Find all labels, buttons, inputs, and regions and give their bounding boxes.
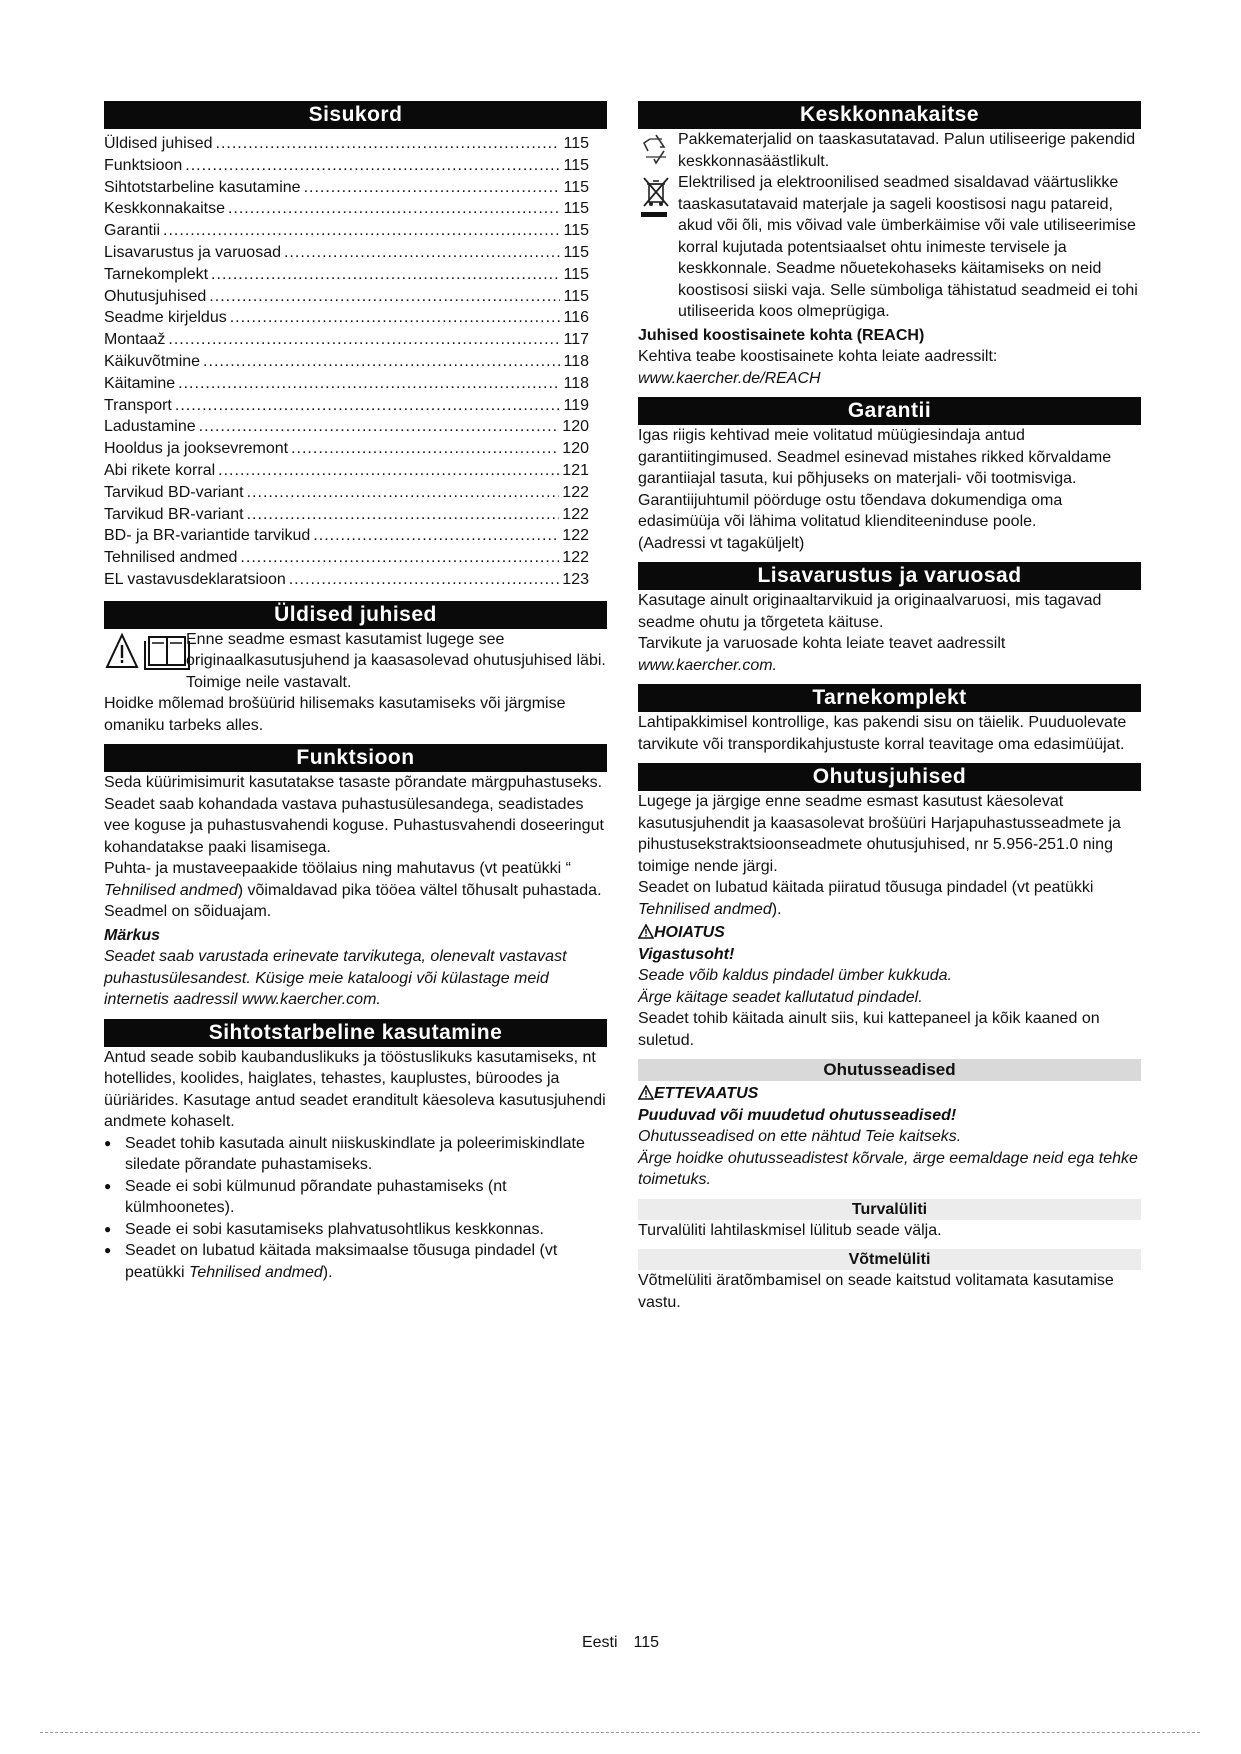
toc-item-title: BD- ja BR-variantide tarvikud [104, 527, 311, 545]
toc-item[interactable] [104, 307, 589, 329]
toc-dots [209, 286, 560, 308]
toc-item-page: 118 [563, 352, 589, 370]
safety-p3: Seadet tohib käitada ainult siis, kui kattepaneel ja kõik kaaned on suletud. [638, 1010, 1100, 1049]
toc-item-title: Tarvikud BR-variant [104, 505, 244, 523]
cut-line [40, 1732, 1200, 1733]
toc-dots [291, 438, 559, 460]
right-column [638, 101, 1141, 1313]
toc-item-page: 115 [563, 265, 589, 283]
toc-dots [168, 329, 560, 351]
accessories-p1: Kasutage ainult originaaltarvikuid ja originaalvaruosi, mis tagavad seadme ohutu ja tõrgeteta käituse. [638, 592, 1102, 631]
toc-item-page: 115 [563, 222, 589, 240]
general-heading: Üldised juhised [104, 601, 607, 629]
function-p3 [104, 858, 607, 901]
key-switch-text: Võtmelüliti äratõmbamisel on seade kaitstud volitamata kasutamise vastu. [638, 1272, 1114, 1311]
warranty-p2: (Aadressi vt tagaküljelt) [638, 534, 805, 552]
toc-dots [247, 482, 560, 504]
toc-item-title: Tarnekomplekt [104, 265, 209, 283]
recycle-icon [638, 129, 674, 169]
toc-item[interactable] [104, 242, 589, 264]
delivery-p1: Lahtipakkimisel kontrollige, kas pakendi sisu on täielik. Puuduolevate tarvikute või transpordikahjustuste korral teavitage oma edasimüüjat. [638, 714, 1127, 753]
toc-item-title: Funktsioon [104, 156, 183, 174]
safety-p1: Lugege ja järgige enne seadme esmast kasutust käesolevat kasutusjuhendit ja kaasasolevat brošüüri Harjapuhastusseadmete ja pihustusekstraktsioonseadmete ohutusjuhised, nr 5.956-251.0 ning toimige nende järgi. [638, 793, 1121, 875]
note-text: Seadet saab varustada erinevate tarvikutega, olenevalt vastavast puhastusülesandest. Küsige meie kataloogi või külastage meid internetis aadressil www.kaercher.com. [104, 948, 567, 1009]
warning-label: HOIATUS [638, 922, 1141, 944]
toc-item-title: Montaaž [104, 331, 166, 349]
function-p1: Seda küürimisimurit kasutatakse tasaste põrandate märgpuhastuseks. [104, 774, 603, 792]
toc-item-page: 119 [563, 396, 589, 414]
toc-item-page: 120 [562, 440, 589, 458]
toc-dots [230, 307, 561, 329]
toc-item[interactable] [104, 133, 589, 155]
caution-icon [638, 1085, 654, 1100]
caution-label: ETTEVAATUS [638, 1083, 1141, 1105]
toc-item[interactable] [104, 569, 589, 591]
toc-item[interactable] [104, 286, 589, 308]
toc-item-title: Ladustamine [104, 418, 196, 436]
warning-manual-icon [104, 629, 194, 673]
toc-item[interactable] [104, 198, 589, 220]
function-p3-ref: Tehnilised andmed [104, 881, 238, 899]
intended-use-list [104, 1133, 607, 1284]
safety-p2: Seadet on lubatud käitada piiratud tõusuga pindadel (vt peatükki Tehnilised andmed). [638, 879, 1094, 918]
toc-dots [185, 155, 560, 177]
general-p2: Hoidke mõlemad brošüürid hilisemaks kasutamiseks või järgmise omaniku tarbeks alles. [104, 695, 566, 734]
page-number: 115 [633, 1634, 660, 1651]
toc-item[interactable] [104, 177, 589, 199]
toc-item-title: Garantii [104, 222, 161, 240]
toc-dots [313, 525, 559, 547]
toc-item-title: Käikuvõtmine [104, 352, 201, 370]
key-switch-heading: Võtmelüliti [638, 1249, 1141, 1270]
crossed-bin-icon [638, 172, 674, 220]
toc-item[interactable] [104, 525, 589, 547]
caution-title: Puuduvad või muudetud ohutusseadised! [638, 1106, 957, 1124]
toc-dots [228, 198, 561, 220]
toc-item-title: Üldised juhised [104, 135, 213, 152]
function-p3-a: Puhta- ja mustaveepaakide töölaius ning mahutavus (vt peatükki “ [104, 860, 571, 878]
toc-item[interactable] [104, 504, 589, 526]
toc-dots [199, 416, 560, 438]
warranty-p1: Igas riigis kehtivad meie volitatud müügiesindaja antud garantiitingimused. Seadmel esinevad mistahes rikked kõrvaldame garantiiajal tasuta, kui põhjuseks on materjali- või tootmisviga. Garantiijuhtumil pöörduge ostu tõendava dokumendiga oma edasimüüja või lähima volitatud klienditeeninduse poole. [638, 427, 1112, 530]
accessories-p2: Tarvikute ja varuosade kohta leiate teavet aadressilt [638, 635, 1006, 652]
toc-item-title: Käitamine [104, 374, 176, 392]
warning-line-2: Ärge käitage seadet kallutatud pindadel. [638, 988, 923, 1006]
safety-devices-heading: Ohutusseadised [638, 1059, 1141, 1081]
toc-item-title: Sihtotstarbeline kasutamine [104, 178, 301, 196]
toc-item-title: Tarvikud BD-variant [104, 483, 244, 501]
toc-dots [247, 504, 560, 526]
toc-item-page: 115 [563, 243, 589, 261]
function-p4: Seadmel on sõiduajam. [104, 903, 272, 921]
toc-dots [175, 395, 561, 417]
warning-line-1: Seade võib kaldus pindadel ümber kukkuda. [638, 967, 952, 984]
toc-item-page: 116 [563, 309, 589, 327]
toc-item[interactable] [104, 220, 589, 242]
toc-item-title: Ohutusjuhised [104, 287, 207, 305]
toc-dots [178, 373, 560, 395]
environment-p1: Pakkematerjalid on taaskasutatavad. Palun utiliseerige pakendid keskkonnasäästlikult. [678, 131, 1136, 170]
safety-heading: Ohutusjuhised [638, 763, 1141, 791]
safety-switch-heading: Turvalüliti [638, 1199, 1141, 1220]
toc-item-page: 115 [563, 156, 589, 174]
toc-item-page: 122 [562, 505, 589, 523]
toc-item-page: 115 [563, 178, 589, 196]
toc-item-title: Lisavarustus ja varuosad [104, 243, 281, 261]
toc-item-page: 122 [562, 483, 589, 501]
list-item: ● Seadet tohib kasutada ainult niiskuskindlate ja poleerimiskindlate siledate põrandate puhastamiseks. [104, 1133, 607, 1176]
note-label: Märkus [104, 926, 161, 944]
toc-item-title: Hooldus ja jooksevremont [104, 440, 289, 458]
toc-dots [304, 177, 561, 199]
toc-item[interactable] [104, 329, 589, 351]
toc-dots [218, 460, 559, 482]
toc-item[interactable] [104, 395, 589, 417]
toc-dots [240, 547, 559, 569]
toc-item-page: 115 [563, 135, 589, 152]
toc-item[interactable] [104, 416, 589, 438]
caution-line-2: Ärge hoidke ohutusseadistest kõrvale, ärge eemaldage neid ega tehke toimetuks. [638, 1149, 1138, 1188]
list-item: ● Seade ei sobi külmunud põrandate puhastamiseks (nt külmhoonetes). [104, 1176, 607, 1219]
toc-dots [211, 264, 560, 286]
toc-item-title: Keskkonnakaitse [104, 200, 225, 218]
general-p1: Enne seadme esmast kasutamist lugege see originaalkasutusjuhend ja kaasasolevad ohutusjuhised läbi. Toimige neile vastavalt. [186, 630, 606, 691]
toc-item[interactable] [104, 438, 589, 460]
reach-text: Kehtiva teabe koostisainete kohta leiate aadressilt: [638, 348, 998, 365]
accessories-heading: Lisavarustus ja varuosad [638, 562, 1141, 590]
toc-heading: Sisukord [104, 101, 607, 129]
environment-p2-start: Elektrilised ja elektroonilised seadmed sisaldavad väärtuslikke taaskasutatavaid materjale ja sageli koostisosi nagu patareid, akud või õli, mis võivad vale ümberkäimise või vale utiliseerimise korral kujutada potentsiaalset ohtu inimeste tervisele ja keskkonnale. Seadme nõuetekohaseks käitamiseks on neid koostisosi siiski vaja. Selle sümboliga tähistatud seadmeid ei tohi utiliseerida koos olmeprügiga. [678, 174, 1138, 320]
warranty-heading: Garantii [638, 397, 1141, 425]
toc-dots [289, 569, 560, 591]
toc-item-page: 117 [563, 331, 589, 349]
general-intro [104, 629, 607, 694]
toc-item-page: 122 [562, 549, 589, 567]
toc-item-title: Transport [104, 396, 172, 414]
safety-switch-text: Turvalüliti lahtilaskmisel lülitub seade välja. [638, 1221, 942, 1239]
toc-item[interactable] [104, 264, 589, 286]
environment-weee [638, 172, 1141, 323]
toc-dots [163, 220, 560, 242]
toc-item-title: EL vastavusdeklaratsioon [104, 570, 286, 588]
reach-title: Juhised koostisainete kohta (REACH) [638, 326, 925, 344]
footer-language: Eesti [581, 1634, 618, 1651]
environment-heading: Keskkonnakaitse [638, 101, 1141, 129]
environment-recycle [638, 129, 1141, 172]
list-item: ● Seadet on lubatud käitada maksimaalse tõusuga pindadel (vt peatükki Tehnilised andmed). [104, 1240, 607, 1283]
toc-item[interactable] [104, 373, 589, 395]
toc-item[interactable] [104, 351, 589, 373]
toc-item-page: 123 [562, 570, 589, 588]
caution-line-1: Ohutusseadised on ette nähtud Teie kaitseks. [638, 1128, 962, 1145]
toc-item-title: Seadme kirjeldus [104, 309, 227, 327]
delivery-heading: Tarnekomplekt [638, 684, 1141, 712]
toc-item-page: 115 [563, 287, 589, 305]
toc-item-page: 115 [563, 200, 589, 218]
function-p2: Seadet saab kohandada vastava puhastusülesandega, seadistades vee koguse ja puhastusvahendi koguse. Puhastusvahendi doseeringut kohandatakse paaki lisamisega. [104, 795, 604, 856]
intended-use-p1: Antud seade sobib kaubanduslikuks ja tööstuslikuks kasutamiseks, nt hotellides, koolides, haiglates, tehastes, kauplustes, büroodes ja üüriärides. Kasutage antud seadet eranditult käesoleva kasutusjuhendi andmete kohaselt. [104, 1048, 606, 1131]
warning-icon [638, 924, 654, 939]
toc-item-title: Tehnilised andmed [104, 549, 238, 567]
toc-item-title: Abi rikete korral [104, 461, 216, 479]
toc-dots [284, 242, 561, 264]
toc-item[interactable] [104, 547, 589, 569]
toc-item-page: 118 [563, 374, 589, 392]
intended-use-heading: Sihtotstarbeline kasutamine [104, 1019, 607, 1047]
toc-dots [216, 133, 561, 155]
accessories-url[interactable]: www.kaercher.com. [638, 656, 777, 674]
toc-item-page: 122 [562, 527, 589, 545]
toc-list [104, 133, 607, 591]
toc-item[interactable] [104, 482, 589, 504]
page-footer [0, 1632, 1241, 1654]
toc-item-page: 120 [562, 418, 589, 436]
function-p3-b: ) võimaldavad pika tööea vältel tõhusalt puhastada. [237, 881, 602, 899]
warning-title: Vigastusoht! [638, 945, 735, 963]
reach-url[interactable]: www.kaercher.de/REACH [638, 369, 821, 387]
left-column [104, 101, 607, 1283]
toc-dots [203, 351, 560, 373]
toc-item[interactable] [104, 155, 589, 177]
list-item: ● Seade ei sobi kasutamiseks plahvatusohtlikus keskkonnas. [104, 1219, 607, 1241]
toc-item-page: 121 [562, 461, 589, 479]
toc-item[interactable] [104, 460, 589, 482]
function-heading: Funktsioon [104, 744, 607, 772]
